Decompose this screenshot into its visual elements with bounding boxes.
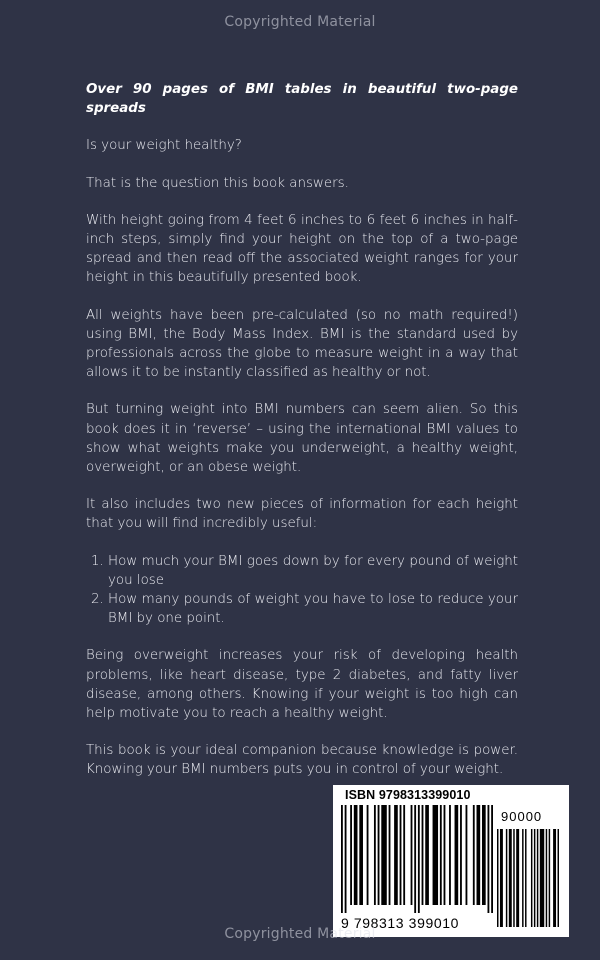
isbn-barcode xyxy=(333,785,569,937)
paragraph-health-risk: Being overweight increases your risk of developing health problems, like heart disease, type 2 diabetes, and fatty liver disease, among others. Knowing if your weight is too high can help motivate you to reach a healthy weight. xyxy=(86,648,518,722)
addon-barcode-bars xyxy=(497,829,559,927)
info-list xyxy=(86,552,518,629)
addon-number: 90000 xyxy=(501,809,543,824)
ean-digits: 9 798313 399010 xyxy=(341,915,459,931)
paragraph-reverse: But turning weight into BMI numbers can seem alien. So this book does it in ‘reverse’ – using the international BMI values to show what weights make you underweight, a healthy weight, overweight, or an obese weight. xyxy=(86,402,518,476)
watermark-top: Copyrighted Material xyxy=(224,14,376,30)
isbn-label: ISBN 9798313399010 xyxy=(345,788,471,802)
paragraph-answer: That is the question this book answers. xyxy=(86,175,349,191)
list-item: 1. How much your BMI goes down by for every pound of weight you lose xyxy=(108,552,518,590)
paragraph-new-info: It also includes two new pieces of information for each height that you will find incredibly useful: xyxy=(86,497,518,532)
watermark-bottom: Copyrighted Material xyxy=(224,926,376,942)
ean-barcode-bars xyxy=(341,805,493,915)
back-cover-text xyxy=(86,80,518,798)
paragraph-question: Is your weight healthy? xyxy=(86,138,242,154)
paragraph-closing: This book is your ideal companion because knowledge is power. Knowing your BMI numbers puts you in control of your weight. xyxy=(86,743,518,778)
paragraph-height-range: With height going from 4 feet 6 inches to 6 feet 6 inches in half-inch steps, simply find your height on the top of a two-page spread and then read off the associated weight ranges for your height in this beautifully presented book. xyxy=(86,212,518,286)
headline: Over 90 pages of BMI tables in beautiful two-page spreads xyxy=(86,82,518,117)
list-item: 2. How many pounds of weight you have to lose to reduce your BMI by one point. xyxy=(108,590,518,628)
paragraph-bmi-explained: All weights have been pre-calculated (so no math required!) using BMI, the Body Mass Index. BMI is the standard used by professionals across the globe to measure weight in a way that allows it to be instantly classified as healthy or not. xyxy=(86,307,518,381)
